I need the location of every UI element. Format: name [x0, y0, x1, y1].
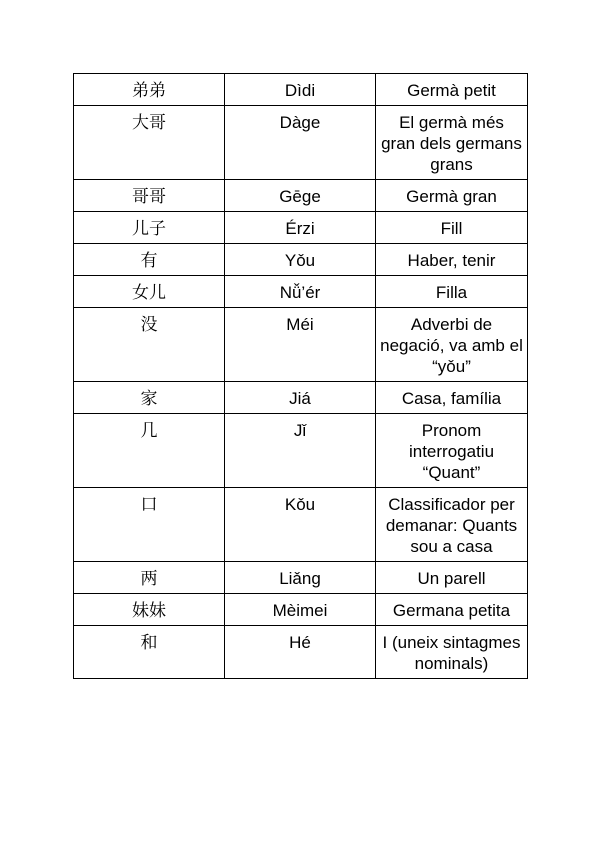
table-row — [74, 626, 528, 679]
translation-cell: Filla — [376, 276, 528, 308]
hanzi-cell: 两 — [74, 562, 225, 594]
translation-cell: Fill — [376, 212, 528, 244]
pinyin-cell: Kǒu — [225, 488, 376, 562]
table-row — [74, 382, 528, 414]
translation-cell: Germana petita — [376, 594, 528, 626]
pinyin-cell: Dìdi — [225, 74, 376, 106]
hanzi-cell: 没 — [74, 308, 225, 382]
hanzi-cell: 和 — [74, 626, 225, 679]
translation-cell: Un parell — [376, 562, 528, 594]
translation-cell: Classificador per demanar: Quants sou a casa — [376, 488, 528, 562]
table-row — [74, 414, 528, 488]
translation-cell: Casa, família — [376, 382, 528, 414]
translation-cell: I (uneix sintagmes nominals) — [376, 626, 528, 679]
pinyin-cell: Hé — [225, 626, 376, 679]
translation-cell: Pronom interrogatiu “Quant” — [376, 414, 528, 488]
table-row — [74, 180, 528, 212]
hanzi-cell: 女儿 — [74, 276, 225, 308]
hanzi-cell: 有 — [74, 244, 225, 276]
pinyin-cell: Liǎng — [225, 562, 376, 594]
pinyin-cell: Érzi — [225, 212, 376, 244]
hanzi-cell: 妹妹 — [74, 594, 225, 626]
pinyin-cell: Yǒu — [225, 244, 376, 276]
translation-cell: Germà gran — [376, 180, 528, 212]
pinyin-cell: Jiá — [225, 382, 376, 414]
pinyin-cell: Nǚ’ér — [225, 276, 376, 308]
hanzi-cell: 口 — [74, 488, 225, 562]
hanzi-cell: 哥哥 — [74, 180, 225, 212]
hanzi-cell: 家 — [74, 382, 225, 414]
table-row — [74, 74, 528, 106]
pinyin-cell: Dàge — [225, 106, 376, 180]
hanzi-cell: 大哥 — [74, 106, 225, 180]
table-row — [74, 106, 528, 180]
hanzi-cell: 儿子 — [74, 212, 225, 244]
table-row — [74, 244, 528, 276]
translation-cell: Haber, tenir — [376, 244, 528, 276]
translation-cell: Germà petit — [376, 74, 528, 106]
translation-cell: Adverbi de negació, va amb el “yǒu” — [376, 308, 528, 382]
pinyin-cell: Méi — [225, 308, 376, 382]
vocabulary-table — [73, 73, 528, 679]
hanzi-cell: 几 — [74, 414, 225, 488]
pinyin-cell: Mèimei — [225, 594, 376, 626]
table-row — [74, 488, 528, 562]
pinyin-cell: Jǐ — [225, 414, 376, 488]
table-row — [74, 212, 528, 244]
hanzi-cell: 弟弟 — [74, 74, 225, 106]
translation-cell: El germà més gran dels germans grans — [376, 106, 528, 180]
table-row — [74, 562, 528, 594]
table-row — [74, 594, 528, 626]
table-row — [74, 308, 528, 382]
pinyin-cell: Gēge — [225, 180, 376, 212]
table-row — [74, 276, 528, 308]
